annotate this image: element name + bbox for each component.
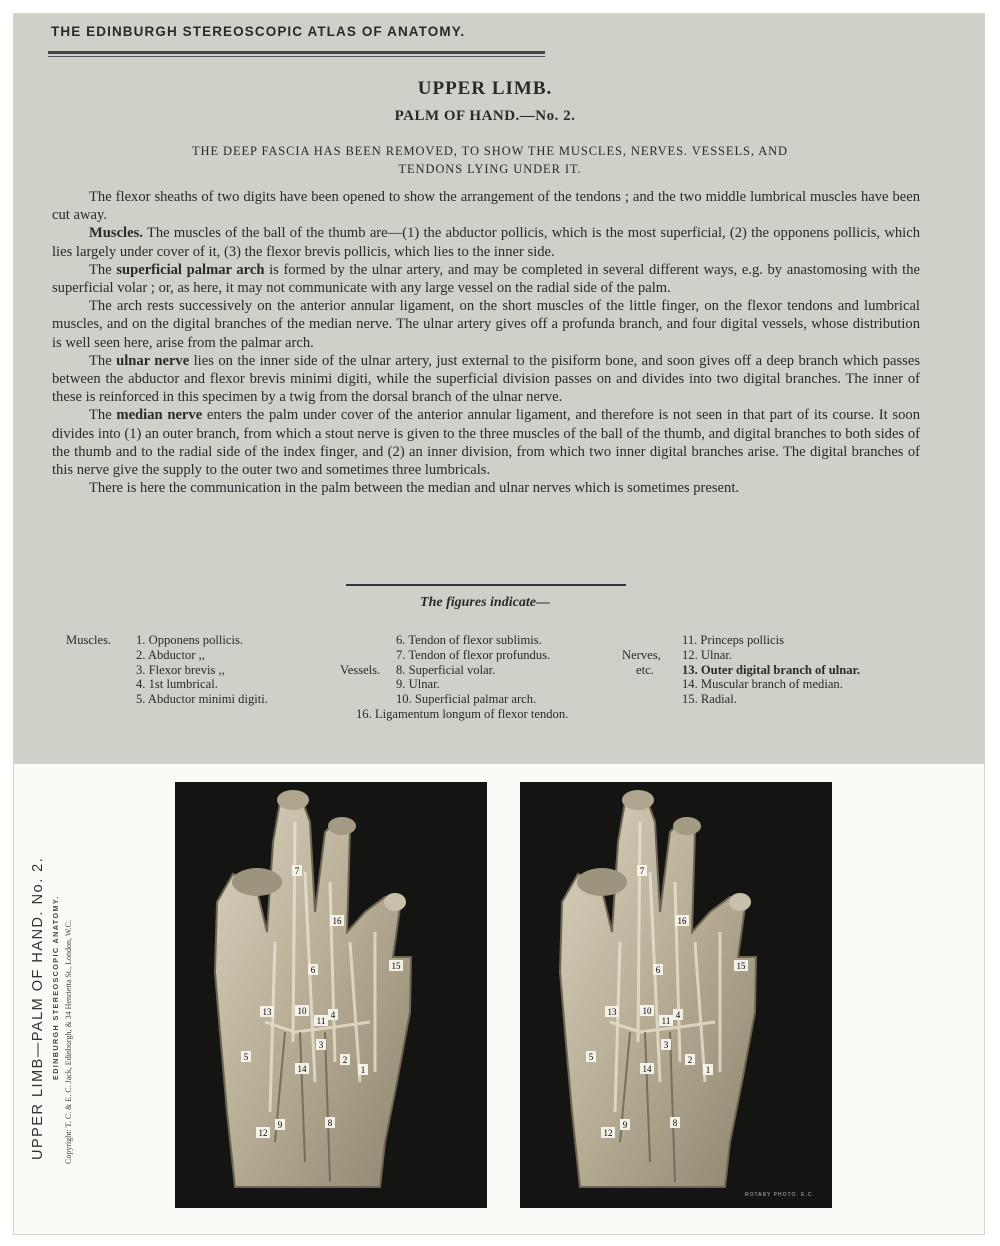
caption-line-1: THE DEEP FASCIA HAS BEEN REMOVED, TO SHOW THE MUSCLES, NERVES. VESSELS, AND (192, 144, 788, 158)
label-5: 5 (588, 1052, 594, 1062)
page-title: UPPER LIMB. (417, 78, 553, 99)
label-1: 1 (705, 1065, 711, 1075)
stereo-photo-left (175, 782, 487, 1208)
legend-item: 4. 1st lumbrical. (136, 677, 218, 692)
label-3: 3 (318, 1040, 324, 1050)
label-10: 10 (297, 1006, 307, 1016)
legend-item: 14. Muscular branch of median. (682, 677, 843, 692)
hand-illustration (520, 782, 832, 1208)
caption-line-2: TENDONS LYING UNDER IT. (398, 162, 582, 176)
legend-item: 16. Ligamentum longum of flexor tendon. (356, 707, 569, 721)
photo-panel (14, 764, 984, 1234)
label-14: 14 (642, 1064, 652, 1074)
label-9: 9 (277, 1120, 283, 1130)
description-text (52, 188, 920, 497)
label-13: 13 (262, 1007, 272, 1017)
legend-tendons-vessels (396, 633, 550, 707)
legend-muscles (136, 633, 268, 707)
legend-item: 9. Ulnar. (396, 677, 440, 692)
muscles-label: Muscles. (66, 633, 112, 647)
label-8: 8 (672, 1118, 678, 1128)
label-10: 10 (642, 1006, 652, 1016)
paragraph-palmar-arch: The superficial palmar arch is formed by the ulnar artery, and may be completed in several different ways, e.g. by anastomosing with the superficial volar ; or, as here, it may not communicate with any large vessel on the radial side of the palm. (52, 261, 921, 297)
label-4: 4 (675, 1010, 681, 1020)
label-5: 5 (243, 1052, 249, 1062)
label-12: 12 (258, 1128, 268, 1138)
figures-heading: The figures indicate— (420, 595, 550, 610)
etc-label: etc. (636, 663, 654, 677)
label-6: 6 (655, 965, 661, 975)
page-subtitle: PALM OF HAND.—No. 2. (394, 108, 576, 124)
vessels-label: Vessels. (340, 663, 381, 677)
hand-illustration (175, 782, 487, 1208)
label-6: 6 (310, 965, 316, 975)
label-9: 9 (622, 1120, 628, 1130)
section-rule (346, 584, 626, 586)
label-7: 7 (639, 866, 645, 876)
side-series: EDINBURGH STEREOSCOPIC ANATOMY. (51, 895, 60, 1080)
label-14: 14 (297, 1064, 307, 1074)
label-16: 16 (677, 916, 687, 926)
legend-item: 11. Princeps pollicis (682, 633, 785, 647)
side-title: UPPER LIMB—PALM OF HAND. No. 2. (30, 856, 46, 1160)
label-3: 3 (663, 1040, 669, 1050)
legend-item: 8. Superficial volar. (396, 662, 496, 677)
paragraph-1: The flexor sheaths of two digits have been opened to show the arrangement of the tendons ; and the two middle lumbrical muscles have been cut away. (52, 189, 920, 224)
label-11: 11 (316, 1016, 326, 1026)
header-rule-thin (48, 56, 545, 57)
caption (100, 142, 880, 178)
paragraph-arch-rests: The arch rests successively on the anterior annular ligament, on the short muscles of the little finger, on the flexor tendons and lumbrical muscles, and on the digital branches of the median nerve. The ulnar artery gives off a profunda branch, and four digital vessels, whose distribution is well seen here, arise from the palmar arch. (52, 298, 920, 351)
legend-item: 3. Flexor brevis ,, (136, 662, 225, 677)
stereo-photo-right (520, 782, 832, 1208)
label-1: 1 (360, 1065, 366, 1075)
nerves-label: Nerves, (622, 648, 661, 662)
paragraph-median-nerve: The median nerve enters the palm under cover of the anterior annular ligament, and therefore is not seen in that part of its course. It soon divides into (1) an outer branch, from which a stout nerve is given to the three muscles of the ball of the thumb, and digital branches to both sides of the thumb and to the radial side of the index finger, and (2) an inner division, from which two inner digital branches arise. The digital branches of this nerve give the supply to the outer two and sometimes three lumbricals. (52, 407, 920, 479)
label-13: 13 (607, 1007, 617, 1017)
legend-item: 7. Tendon of flexor profundus. (396, 647, 551, 662)
paragraph-ulnar-nerve: The ulnar nerve lies on the inner side of the ulnar artery, just external to the pisiform bone, and soon gives off a deep branch which passes between the abductor and flexor brevis minimi digiti, while the superficial division passes on and divides into two digital branches. The inner of these is reinforced in this specimen by a twig from the dorsal branch of the ulnar nerve. (52, 352, 920, 406)
rotary-photo-stamp: ROTARY PHOTO. E.C. (745, 1192, 815, 1198)
legend-item: 13. Outer digital branch of ulnar. (682, 662, 861, 677)
label-2: 2 (687, 1055, 693, 1065)
label-8: 8 (327, 1118, 333, 1128)
label-11: 11 (661, 1016, 671, 1026)
legend-item: 6. Tendon of flexor sublimis. (396, 633, 542, 647)
legend-nerves (682, 633, 860, 707)
label-15: 15 (391, 961, 401, 971)
side-copyright: Copyright: T. C. & E. C. Jack, Edinburgh, & 34 Henrietta St., London, W.C. (64, 920, 73, 1164)
label-12: 12 (603, 1128, 613, 1138)
legend-item: 12. Ulnar. (682, 647, 733, 662)
legend-item: 5. Abductor minimi digiti. (136, 692, 268, 707)
paragraph-muscles: Muscles. The muscles of the ball of the thumb are—(1) the abductor pollicis, which is the most superficial, (2) the opponens pollicis, which lies largely under cover of it, (3) the flexor brevis pollicis, which lies to the inner side. (52, 225, 920, 260)
label-7: 7 (294, 866, 300, 876)
paragraph-communication: There is here the communication in the palm between the median and ulnar nerves which is sometimes present. (89, 480, 740, 497)
label-16: 16 (332, 916, 342, 926)
legend-item: 10. Superficial palmar arch. (396, 692, 537, 707)
header-rule (48, 51, 545, 54)
label-4: 4 (330, 1010, 336, 1020)
label-2: 2 (342, 1055, 348, 1065)
atlas-header: THE EDINBURGH STEREOSCOPIC ATLAS OF ANATOMY. (51, 24, 466, 39)
legend-item: 2. Abductor ,, (136, 647, 205, 662)
legend-item: 15. Radial. (682, 692, 737, 707)
label-15: 15 (736, 961, 746, 971)
legend-footer (356, 707, 568, 722)
legend-item: 1. Opponens pollicis. (136, 633, 244, 647)
